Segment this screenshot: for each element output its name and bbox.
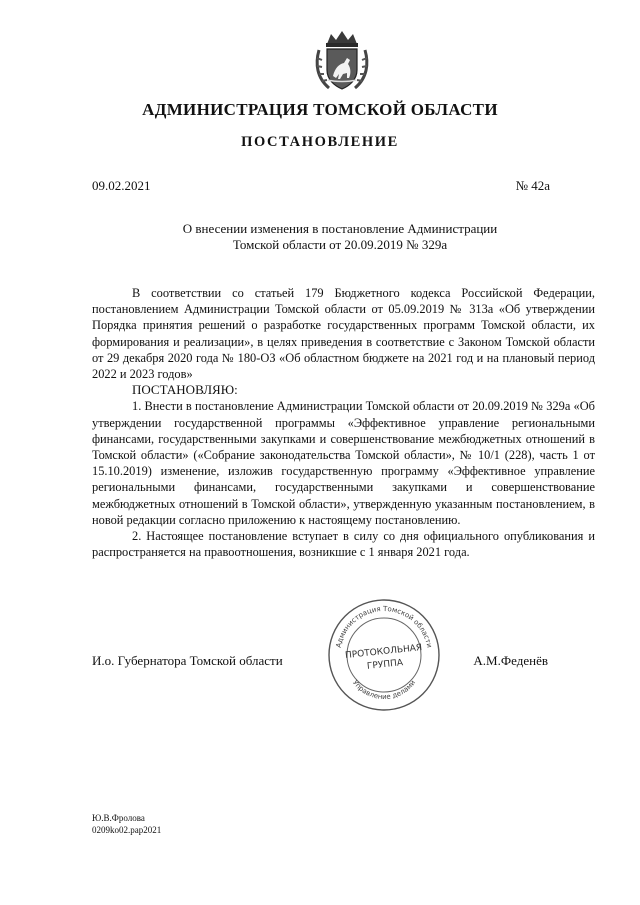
document-date: 09.02.2021 — [92, 178, 151, 193]
svg-text:Управление делами — [351, 679, 417, 701]
preamble-paragraph: В соответствии со статьей 179 Бюджетного кодекса Российской Федерации, постановлением Администрации Томской области от 05.09.2019 № 313а «Об утверждении Порядка принятия решений о разработке государственных программ Томской области, их формирования и реализации», в целях приведения в соответствие с Законом Томской области от 29 декабря 2020 года № 180-ОЗ «Об областном бюджете на 2021 год и на плановый период 2022 и 2023 годов» — [92, 286, 595, 382]
signer-name: А.М.Феденёв — [473, 653, 548, 668]
footer-block — [92, 812, 161, 836]
official-stamp — [326, 597, 442, 713]
document-type-title: ПОСТАНОВЛЕНИЕ — [241, 134, 399, 150]
decree-heading: ПОСТАНОВЛЯЮ: — [132, 382, 238, 398]
item-1-paragraph: 1. Внести в постановление Администрации Томской области от 20.09.2019 № 329а «Об утверждении государственной программы «Эффективное управление региональными финансами, государственными закупками и совершенствование межбюджетных отношений в Томской области» («Собрание законодательства Томской области», № 10/1 (228), часть 1 от 15.10.2019) изменение, изложив государственную программу «Эффективное управление региональными финансами, государственными закупками и совершенствование межбюджетных отношений в Томской области», утвержденную указанным постановлением, в новой редакции согласно приложению к настоящему постановлению. — [92, 399, 595, 527]
tomsk-coat-of-arms-icon — [313, 30, 371, 94]
executor-name: Ю.В.Фролова — [92, 813, 145, 823]
document-subject — [140, 221, 540, 253]
stamp-center-line-1: ПРОТОКОЛЬНАЯ — [344, 642, 423, 662]
document-body — [92, 285, 595, 560]
subject-line-1: О внесении изменения в постановление Администрации — [182, 221, 498, 236]
organization-title: АДМИНИСТРАЦИЯ ТОМСКОЙ ОБЛАСТИ — [142, 100, 498, 119]
item-2-paragraph: 2. Настоящее постановление вступает в силу со дня официального опубликования и распространяется на правоотношения, возникшие с 1 января 2021 года. — [92, 529, 595, 560]
stamp-outer-bottom-text: Управление делами — [350, 678, 418, 702]
stamp-outer-top-text: Администрация Томской области — [334, 604, 434, 649]
document-number: № 42а — [515, 178, 550, 193]
file-reference: 0209ko02.pap2021 — [92, 825, 162, 835]
subject-line-2: Томской области от 20.09.2019 № 329а — [232, 237, 448, 252]
stamp-center-line-2: ГРУППА — [366, 658, 404, 672]
signer-position: И.о. Губернатора Томской области — [92, 653, 283, 668]
